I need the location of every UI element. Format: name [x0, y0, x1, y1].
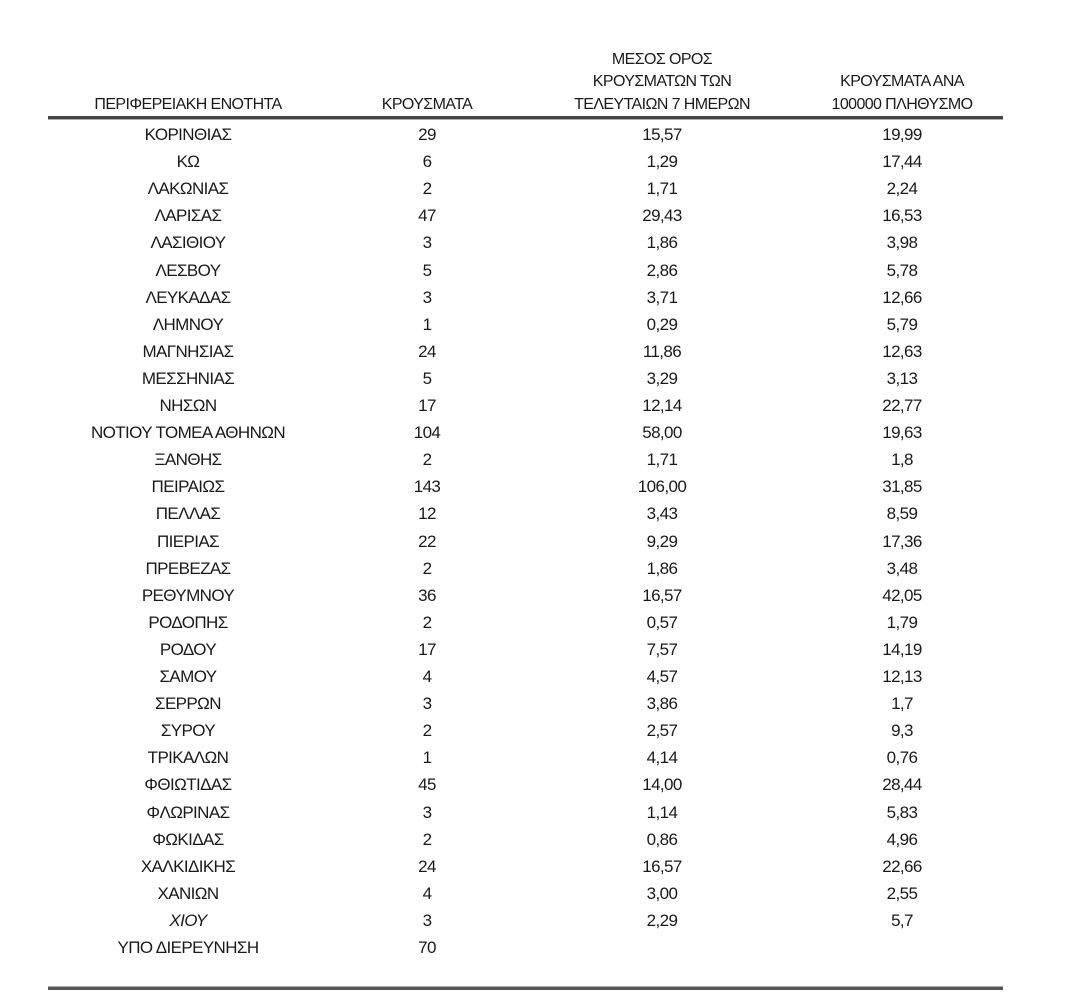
cell-avg7: 1,71 — [646, 450, 678, 470]
cell-avg7: 16,57 — [642, 856, 682, 876]
header-avg-line2: ΚΡΟΥΣΜΑΤΩΝ ΤΩΝ — [592, 73, 732, 90]
cell-region: ΡΟΔΟΠΗΣ — [148, 612, 228, 632]
cell-region: ΡΕΘΥΜΝΟΥ — [141, 585, 235, 605]
cell-cases: 3 — [422, 694, 432, 714]
cell-avg7: 4,14 — [646, 748, 678, 768]
cell-cases: 1 — [422, 748, 432, 768]
cell-region: ΛΕΥΚΑΔΑΣ — [145, 287, 231, 307]
cell-per100k: 3,98 — [886, 233, 918, 253]
cell-region: ΚΩ — [176, 152, 200, 172]
cell-cases: 2 — [422, 612, 432, 632]
cell-avg7: 1,14 — [646, 802, 678, 822]
cell-cases: 29 — [418, 125, 436, 144]
cell-avg7: 7,57 — [646, 639, 678, 659]
cell-region: ΦΩΚΙΔΑΣ — [152, 829, 224, 849]
cell-per100k: 22,66 — [882, 856, 922, 876]
cell-per100k: 5,83 — [886, 802, 918, 822]
cell-region: ΛΗΜΝΟΥ — [152, 314, 224, 334]
cell-cases: 5 — [422, 260, 432, 280]
cell-region: ΛΑΚΩΝΙΑΣ — [147, 179, 229, 199]
cell-region: ΜΑΓΝΗΣΙΑΣ — [142, 341, 234, 361]
cell-per100k: 28,44 — [882, 775, 922, 795]
cell-cases: 4 — [422, 883, 432, 903]
header-per100k-line2: 100000 ΠΛΗΘΥΣΜΟ — [831, 96, 973, 113]
cell-avg7: 2,29 — [646, 910, 678, 930]
cell-per100k: 19,63 — [882, 423, 922, 443]
cell-region: ΝΗΣΩΝ — [159, 396, 217, 415]
cell-cases: 70 — [418, 938, 436, 957]
cell-per100k: 12,13 — [882, 667, 922, 686]
header-cases: ΚΡΟΥΣΜΑΤΑ — [381, 96, 473, 113]
cell-per100k: 8,59 — [886, 504, 918, 524]
cell-avg7: 106,00 — [637, 477, 687, 497]
cell-avg7: 3,43 — [646, 504, 678, 524]
cell-per100k: 2,24 — [886, 179, 918, 199]
cell-per100k: 0,76 — [886, 748, 918, 768]
header-avg-line3: ΤΕΛΕΥΤΑΙΩΝ 7 ΗΜΕΡΩΝ — [574, 96, 750, 113]
cell-region: ΝΟΤΙΟΥ ΤΟΜΕΑ ΑΘΗΝΩΝ — [90, 423, 286, 443]
cell-cases: 143 — [413, 477, 441, 497]
cell-avg7: 14,00 — [642, 775, 682, 795]
cell-cases: 12 — [418, 504, 436, 524]
cell-cases: 17 — [418, 396, 436, 415]
cell-avg7: 3,00 — [646, 883, 678, 903]
cell-region: ΥΠΟ ΔΙΕΡΕΥΝΗΣΗ — [117, 938, 259, 957]
cell-cases: 3 — [422, 910, 432, 930]
cell-per100k: 3,48 — [886, 558, 918, 578]
cell-per100k: 19,99 — [882, 125, 922, 144]
cell-per100k: 12,66 — [882, 287, 922, 307]
cell-region: ΧΑΝΙΩΝ — [157, 883, 219, 903]
cell-per100k: 5,79 — [886, 314, 918, 334]
cell-region: ΞΑΝΘΗΣ — [154, 450, 222, 470]
cell-region: ΜΕΣΣΗΝΙΑΣ — [141, 368, 235, 388]
cell-avg7: 9,29 — [646, 531, 678, 551]
cell-cases: 2 — [422, 179, 432, 199]
cell-region: ΠΕΙΡΑΙΩΣ — [151, 477, 225, 497]
cell-avg7: 1,29 — [646, 152, 678, 172]
cell-cases: 36 — [418, 585, 436, 605]
cell-per100k: 5,7 — [891, 910, 913, 930]
cell-cases: 3 — [422, 802, 432, 822]
cell-per100k: 5,78 — [886, 260, 918, 280]
cell-per100k: 9,3 — [891, 721, 913, 741]
cell-region: ΠΙΕΡΙΑΣ — [156, 531, 220, 551]
cell-cases: 4 — [422, 667, 432, 686]
cell-region: ΣΕΡΡΩΝ — [155, 694, 221, 714]
cell-avg7: 2,86 — [646, 260, 678, 280]
cell-avg7: 12,14 — [642, 396, 682, 415]
cell-avg7: 3,86 — [646, 694, 678, 714]
cell-per100k: 3,13 — [886, 368, 918, 388]
cell-avg7: 29,43 — [642, 206, 682, 226]
cell-avg7: 16,57 — [642, 585, 682, 605]
cell-avg7: 11,86 — [642, 341, 682, 361]
cell-cases: 2 — [422, 829, 432, 849]
cell-avg7: 1,86 — [646, 233, 678, 253]
cell-avg7: 3,71 — [646, 287, 678, 307]
cell-cases: 47 — [418, 206, 436, 226]
cell-per100k: 17,44 — [882, 152, 922, 172]
cell-cases: 2 — [422, 721, 432, 741]
cell-region: ΛΕΣΒΟΥ — [155, 260, 221, 280]
cell-region: ΧΑΛΚΙΔΙΚΗΣ — [140, 856, 236, 876]
table-bottom-divider — [48, 986, 1003, 990]
cell-region: ΚΟΡΙΝΘΙΑΣ — [144, 125, 232, 144]
cell-cases: 104 — [413, 423, 441, 443]
cell-per100k: 4,96 — [886, 829, 918, 849]
cell-avg7: 58,00 — [642, 423, 682, 443]
cell-region: ΠΡΕΒΕΖΑΣ — [145, 558, 231, 578]
cell-cases: 22 — [418, 531, 436, 551]
cell-cases: 24 — [418, 341, 436, 361]
cell-avg7: 0,29 — [646, 314, 678, 334]
cell-per100k: 12,63 — [882, 341, 922, 361]
cell-cases: 45 — [418, 775, 436, 795]
cell-avg7: 3,29 — [646, 368, 678, 388]
cell-region: ΦΘΙΩΤΙΔΑΣ — [144, 775, 232, 795]
cell-avg7: 2,57 — [646, 721, 678, 741]
cell-cases: 6 — [422, 152, 432, 172]
cell-avg7: 15,57 — [642, 125, 682, 144]
cell-per100k: 16,53 — [882, 206, 922, 226]
cell-cases: 3 — [422, 287, 432, 307]
cell-per100k: 22,77 — [882, 396, 922, 415]
cell-region: ΦΛΩΡΙΝΑΣ — [146, 802, 230, 822]
header-avg-line1: ΜΕΣΟΣ ΟΡΟΣ — [611, 51, 713, 68]
cell-region: ΠΕΛΛΑΣ — [155, 504, 221, 524]
cell-per100k: 31,85 — [882, 477, 922, 497]
cell-region: ΛΑΣΙΘΙΟΥ — [150, 233, 226, 253]
cell-per100k: 17,36 — [882, 531, 922, 551]
header-per100k-line1: ΚΡΟΥΣΜΑΤΑ ΑΝΑ — [840, 73, 964, 90]
cell-per100k: 1,8 — [891, 450, 913, 470]
cell-per100k: 1,7 — [891, 694, 913, 714]
cell-avg7: 1,86 — [646, 558, 678, 578]
cell-region: ΣΥΡΟΥ — [160, 721, 216, 741]
cell-avg7: 0,86 — [646, 829, 678, 849]
cell-per100k: 42,05 — [882, 585, 922, 605]
cell-avg7: 1,71 — [646, 179, 678, 199]
cell-cases: 24 — [418, 856, 436, 876]
cell-cases: 3 — [422, 233, 432, 253]
cell-region: ΡΟΔΟΥ — [159, 639, 217, 659]
header-divider — [48, 116, 1003, 120]
header-region: ΠΕΡΙΦΕΡΕΙΑΚΗ ΕΝΟΤΗΤΑ — [94, 96, 282, 113]
cell-cases: 17 — [418, 639, 436, 659]
cell-region: ΣΑΜΟΥ — [159, 667, 217, 686]
cell-region: ΛΑΡΙΣΑΣ — [154, 206, 222, 226]
cell-cases: 1 — [422, 314, 432, 334]
cell-per100k: 14,19 — [882, 639, 922, 659]
cell-cases: 2 — [422, 558, 432, 578]
cell-cases: 2 — [422, 450, 432, 470]
cell-per100k: 2,55 — [886, 883, 918, 903]
cell-per100k: 1,79 — [886, 612, 918, 632]
cell-avg7: 4,57 — [646, 667, 678, 686]
cell-region: ΧΙΟΥ — [169, 910, 207, 930]
cell-region: ΤΡΙΚΑΛΩΝ — [147, 748, 229, 768]
cell-avg7: 0,57 — [646, 612, 678, 632]
cell-cases: 5 — [422, 368, 432, 388]
